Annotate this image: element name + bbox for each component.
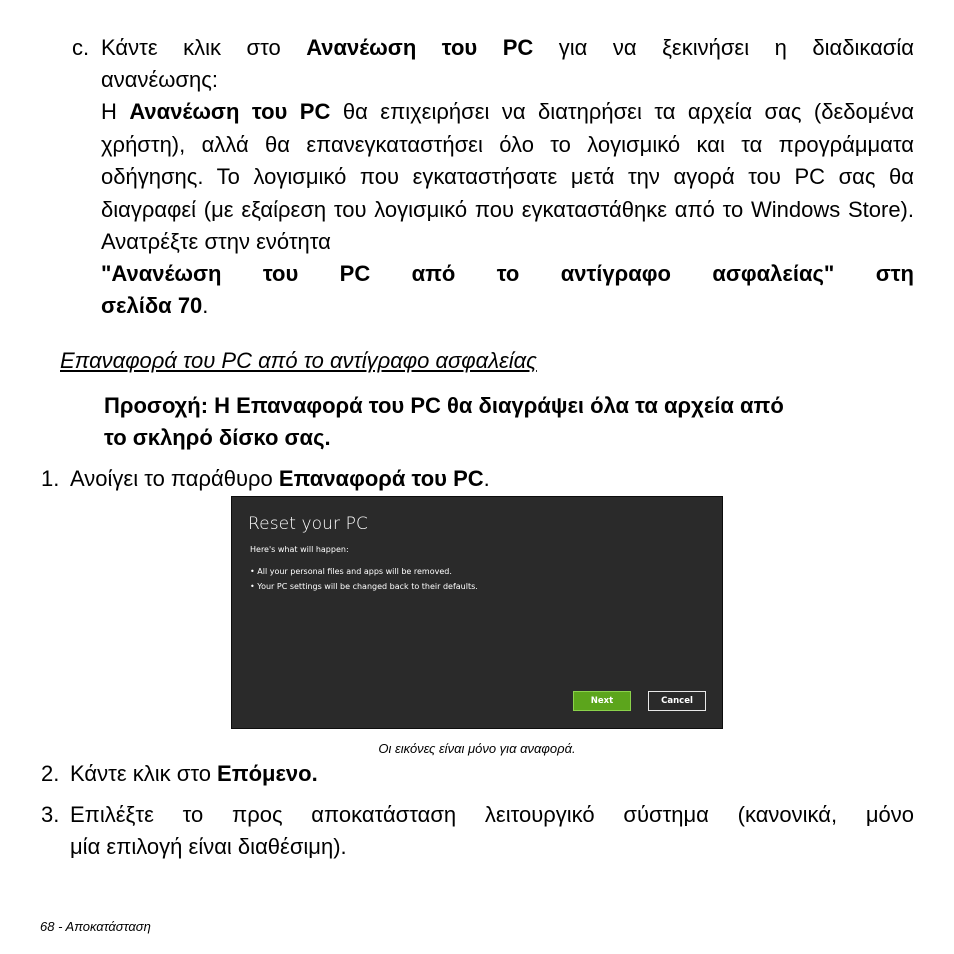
reset-pc-bullet-1: • All your personal files and apps will be removed. bbox=[250, 567, 452, 576]
page-70-link[interactable]: σελίδα 70 bbox=[101, 293, 203, 318]
cancel-button[interactable]: Cancel bbox=[648, 691, 706, 711]
reset-pc-title: Reset your PC bbox=[248, 514, 368, 534]
reset-pc-subtitle: Here's what will happen: bbox=[250, 545, 349, 554]
warning-line1 bbox=[104, 390, 914, 423]
step1-marker: 1. bbox=[41, 466, 60, 491]
step1-text bbox=[70, 463, 490, 496]
next-button[interactable]: Next bbox=[573, 691, 631, 711]
step-c-line1-post: για να ξεκινήσει η διαδικασία bbox=[533, 35, 914, 60]
step3-line1: Επιλέξτε το προς αποκατάσταση λειτουργικό σύστημα (κανονικά, μόνο bbox=[70, 802, 914, 827]
step3-line2: μία επιλογή είναι διαθέσιμη). bbox=[70, 834, 347, 859]
step-c-paragraph bbox=[101, 96, 914, 259]
step-c-line1-bold: Ανανέωση του PC bbox=[306, 35, 534, 60]
step-c-p-pre: Η bbox=[101, 99, 130, 124]
warning-line1-text: Προσοχή: Η Επαναφορά του PC θα διαγράψει όλα τα αρχεία από bbox=[104, 393, 784, 418]
reset-pc-bullet-2: • Your PC settings will be changed back to their defaults. bbox=[250, 582, 478, 591]
step-c-line1-pre: Κάντε κλικ στο bbox=[101, 35, 307, 60]
step-c-p-bold: Ανανέωση του PC bbox=[129, 99, 331, 124]
step1-bold: Επαναφορά του PC bbox=[278, 466, 484, 491]
page-footer: 68 - Αποκατάσταση bbox=[40, 919, 151, 934]
image-caption: Οι εικόνες είναι μόνο για αναφορά. bbox=[378, 741, 576, 756]
step1-post: . bbox=[483, 466, 490, 491]
step-c-line2: ανανέωσης: bbox=[101, 67, 218, 92]
step1-pre: Ανοίγει το παράθυρο bbox=[70, 466, 279, 491]
step2-pre: Κάντε κλικ στο bbox=[70, 761, 218, 786]
step-c-link-end: . bbox=[202, 293, 209, 318]
refresh-backup-link[interactable]: "Ανανέωση του PC από το αντίγραφο ασφαλείας" στη bbox=[101, 261, 914, 286]
step-c-link-line2 bbox=[101, 290, 208, 323]
section-heading: Επαναφορά του PC από το αντίγραφο ασφαλείας bbox=[60, 348, 537, 373]
step-c-p-rest: θα επιχειρήσει να διατηρήσει τα αρχεία σας (δεδομένα χρήστη), αλλά θα επανεγκαταστήσει όλο το λογισμικό και τα προγράμματα οδήγησης. Το λογισμικό που εγκαταστήσατε μετά την αγορά του PC σας θα διαγραφεί (με εξαίρεση του λογισμικό που εγκαταστάθηκε από το Windows Store). Ανατρέξτε στην ενότητα bbox=[101, 99, 914, 254]
step2-text bbox=[70, 758, 318, 791]
step2-marker: 2. bbox=[41, 761, 60, 786]
warning-line2 bbox=[104, 422, 331, 455]
reset-pc-screenshot bbox=[231, 496, 723, 729]
warning-line2-text: το σκληρό δίσκο σας. bbox=[104, 425, 331, 450]
step-c-line1 bbox=[101, 32, 914, 65]
step-c-link-line1[interactable] bbox=[101, 258, 914, 291]
step2-bold: Επόμενο. bbox=[217, 761, 318, 786]
step-c-marker: c. bbox=[72, 35, 90, 60]
step3-marker: 3. bbox=[41, 802, 60, 827]
